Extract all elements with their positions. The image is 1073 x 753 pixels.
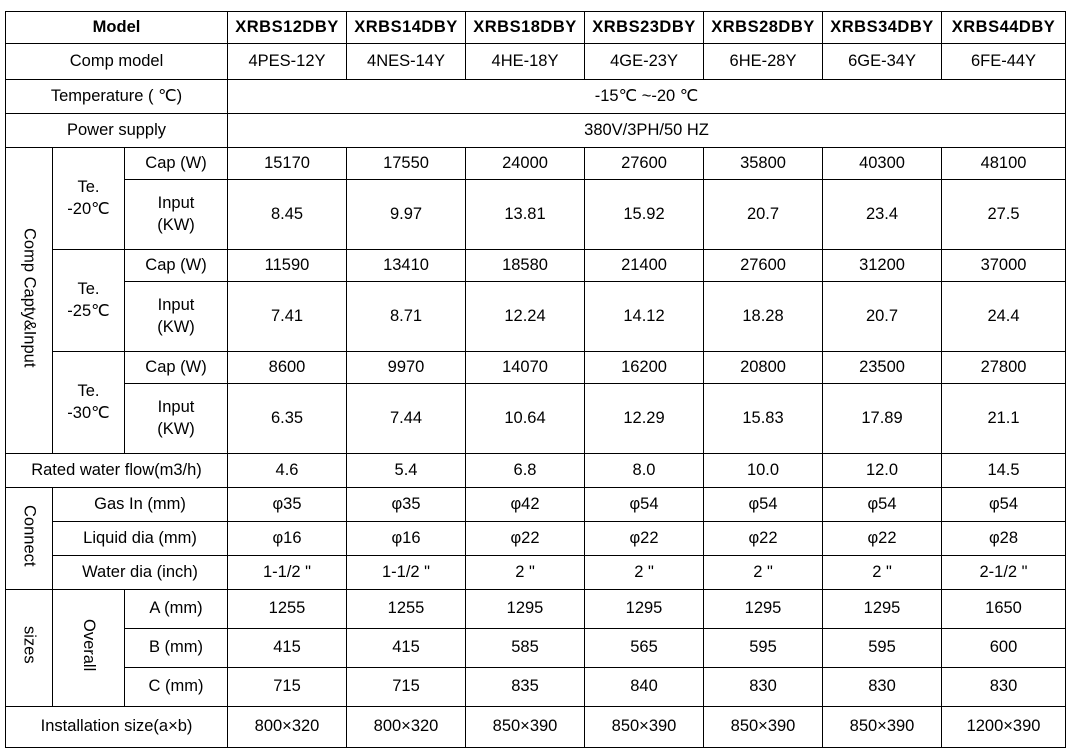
size-b-value: 595 — [704, 629, 823, 668]
model-name: XRBS34DBY — [823, 12, 942, 44]
size-c-value: 830 — [823, 668, 942, 707]
size-a-value: 1295 — [466, 590, 585, 629]
te-label: Te. -30℃ — [53, 352, 125, 454]
cap-value: 13410 — [347, 250, 466, 282]
cap-value: 9970 — [347, 352, 466, 384]
input-value: 7.44 — [347, 384, 466, 454]
liquid-dia-value: φ22 — [823, 522, 942, 556]
water-dia-value: 1-1/2 " — [228, 556, 347, 590]
gas-in-value: φ54 — [942, 488, 1066, 522]
size-b-value: 415 — [347, 629, 466, 668]
input-value: 10.64 — [466, 384, 585, 454]
input-row — [6, 180, 1066, 250]
water-flow-value: 10.0 — [704, 454, 823, 488]
gas-in-value: φ35 — [228, 488, 347, 522]
installation-row — [6, 707, 1066, 748]
size-c-value: 715 — [347, 668, 466, 707]
gas-in-label: Gas In (mm) — [53, 488, 228, 522]
water-dia-value: 1-1/2 " — [347, 556, 466, 590]
spec-table — [5, 11, 1066, 748]
cap-value: 27600 — [585, 148, 704, 180]
gas-in-value: φ42 — [466, 488, 585, 522]
water-flow-value: 8.0 — [585, 454, 704, 488]
water-flow-value: 6.8 — [466, 454, 585, 488]
cap-value: 37000 — [942, 250, 1066, 282]
power-supply-value: 380V/3PH/50 HZ — [228, 114, 1066, 148]
comp-model-value: 4NES-14Y — [347, 44, 466, 80]
size-b-value: 600 — [942, 629, 1066, 668]
cap-value: 11590 — [228, 250, 347, 282]
size-c-value: 715 — [228, 668, 347, 707]
input-value: 7.41 — [228, 282, 347, 352]
comp-model-value: 6FE-44Y — [942, 44, 1066, 80]
cap-value: 40300 — [823, 148, 942, 180]
model-name: XRBS14DBY — [347, 12, 466, 44]
comp-model-row — [6, 44, 1066, 80]
size-a-value: 1255 — [347, 590, 466, 629]
te-label: Te. -25℃ — [53, 250, 125, 352]
input-value: 27.5 — [942, 180, 1066, 250]
input-value: 17.89 — [823, 384, 942, 454]
input-value: 20.7 — [823, 282, 942, 352]
comp-model-label: Comp model — [6, 44, 228, 80]
gas-in-value: φ54 — [704, 488, 823, 522]
water-dia-value: 2 " — [466, 556, 585, 590]
cap-row — [6, 250, 1066, 282]
input-value: 8.45 — [228, 180, 347, 250]
comp-capty-label: Comp Capty&Input — [6, 148, 53, 454]
input-label: Input (KW) — [125, 180, 228, 250]
size-c-row — [6, 668, 1066, 707]
input-row — [6, 384, 1066, 454]
water-dia-value: 2 " — [585, 556, 704, 590]
installation-value: 800×320 — [228, 707, 347, 748]
water-dia-value: 2 " — [823, 556, 942, 590]
installation-value: 1200×390 — [942, 707, 1066, 748]
size-b-value: 595 — [823, 629, 942, 668]
gas-in-value: φ35 — [347, 488, 466, 522]
size-c-value: 830 — [704, 668, 823, 707]
water-flow-value: 4.6 — [228, 454, 347, 488]
size-b-value: 565 — [585, 629, 704, 668]
size-a-value: 1295 — [585, 590, 704, 629]
input-row — [6, 282, 1066, 352]
input-value: 6.35 — [228, 384, 347, 454]
water-flow-label: Rated water flow(m3/h) — [6, 454, 228, 488]
liquid-dia-value: φ16 — [228, 522, 347, 556]
model-name: XRBS23DBY — [585, 12, 704, 44]
model-row — [6, 12, 1066, 44]
cap-value: 14070 — [466, 352, 585, 384]
input-value: 23.4 — [823, 180, 942, 250]
input-value: 13.81 — [466, 180, 585, 250]
size-a-value: 1295 — [704, 590, 823, 629]
sizes-label: sizes — [6, 590, 53, 707]
size-a-value: 1255 — [228, 590, 347, 629]
input-value: 15.83 — [704, 384, 823, 454]
size-a-row — [6, 590, 1066, 629]
input-value: 14.12 — [585, 282, 704, 352]
size-a-value: 1295 — [823, 590, 942, 629]
water-dia-value: 2-1/2 " — [942, 556, 1066, 590]
water-flow-row — [6, 454, 1066, 488]
liquid-dia-label: Liquid dia (mm) — [53, 522, 228, 556]
model-name: XRBS12DBY — [228, 12, 347, 44]
connect-label: Connect — [6, 488, 53, 590]
model-name: XRBS44DBY — [942, 12, 1066, 44]
installation-value: 850×390 — [466, 707, 585, 748]
cap-value: 20800 — [704, 352, 823, 384]
size-b-value: 415 — [228, 629, 347, 668]
te-label: Te. -20℃ — [53, 148, 125, 250]
input-label: Input (KW) — [125, 282, 228, 352]
water-flow-value: 12.0 — [823, 454, 942, 488]
cap-value: 35800 — [704, 148, 823, 180]
liquid-dia-value: φ16 — [347, 522, 466, 556]
temperature-label: Temperature ( ℃) — [6, 80, 228, 114]
installation-value: 800×320 — [347, 707, 466, 748]
cap-value: 48100 — [942, 148, 1066, 180]
water-dia-value: 2 " — [704, 556, 823, 590]
comp-model-value: 6GE-34Y — [823, 44, 942, 80]
cap-row — [6, 148, 1066, 180]
size-a-label: A (mm) — [125, 590, 228, 629]
input-value: 9.97 — [347, 180, 466, 250]
model-label: Model — [6, 12, 228, 44]
liquid-dia-value: φ22 — [585, 522, 704, 556]
cap-row — [6, 352, 1066, 384]
cap-value: 16200 — [585, 352, 704, 384]
size-c-value: 835 — [466, 668, 585, 707]
cap-value: 18580 — [466, 250, 585, 282]
temperature-row — [6, 80, 1066, 114]
size-b-label: B (mm) — [125, 629, 228, 668]
cap-value: 31200 — [823, 250, 942, 282]
water-flow-value: 5.4 — [347, 454, 466, 488]
size-b-row — [6, 629, 1066, 668]
liquid-dia-value: φ22 — [704, 522, 823, 556]
cap-value: 15170 — [228, 148, 347, 180]
overall-label: Overall — [53, 590, 125, 707]
size-c-label: C (mm) — [125, 668, 228, 707]
model-name: XRBS18DBY — [466, 12, 585, 44]
input-value: 20.7 — [704, 180, 823, 250]
model-name: XRBS28DBY — [704, 12, 823, 44]
cap-value: 8600 — [228, 352, 347, 384]
water-flow-value: 14.5 — [942, 454, 1066, 488]
liquid-dia-value: φ28 — [942, 522, 1066, 556]
input-value: 21.1 — [942, 384, 1066, 454]
gas-in-row — [6, 488, 1066, 522]
cap-value: 27800 — [942, 352, 1066, 384]
liquid-dia-row — [6, 522, 1066, 556]
comp-model-value: 4GE-23Y — [585, 44, 704, 80]
installation-value: 850×390 — [585, 707, 704, 748]
water-dia-row — [6, 556, 1066, 590]
input-value: 12.29 — [585, 384, 704, 454]
cap-value: 24000 — [466, 148, 585, 180]
input-value: 24.4 — [942, 282, 1066, 352]
size-b-value: 585 — [466, 629, 585, 668]
gas-in-value: φ54 — [823, 488, 942, 522]
water-dia-label: Water dia (inch) — [53, 556, 228, 590]
temperature-value: -15℃ ~-20 ℃ — [228, 80, 1066, 114]
input-value: 8.71 — [347, 282, 466, 352]
cap-value: 27600 — [704, 250, 823, 282]
installation-label: Installation size(a×b) — [6, 707, 228, 748]
input-label: Input (KW) — [125, 384, 228, 454]
comp-model-value: 6HE-28Y — [704, 44, 823, 80]
size-a-value: 1650 — [942, 590, 1066, 629]
cap-label: Cap (W) — [125, 250, 228, 282]
cap-value: 23500 — [823, 352, 942, 384]
comp-model-value: 4PES-12Y — [228, 44, 347, 80]
installation-value: 850×390 — [704, 707, 823, 748]
power-supply-row — [6, 114, 1066, 148]
cap-value: 17550 — [347, 148, 466, 180]
gas-in-value: φ54 — [585, 488, 704, 522]
cap-label: Cap (W) — [125, 148, 228, 180]
cap-value: 21400 — [585, 250, 704, 282]
cap-label: Cap (W) — [125, 352, 228, 384]
comp-model-value: 4HE-18Y — [466, 44, 585, 80]
installation-value: 850×390 — [823, 707, 942, 748]
size-c-value: 840 — [585, 668, 704, 707]
power-supply-label: Power supply — [6, 114, 228, 148]
size-c-value: 830 — [942, 668, 1066, 707]
liquid-dia-value: φ22 — [466, 522, 585, 556]
input-value: 15.92 — [585, 180, 704, 250]
input-value: 12.24 — [466, 282, 585, 352]
input-value: 18.28 — [704, 282, 823, 352]
